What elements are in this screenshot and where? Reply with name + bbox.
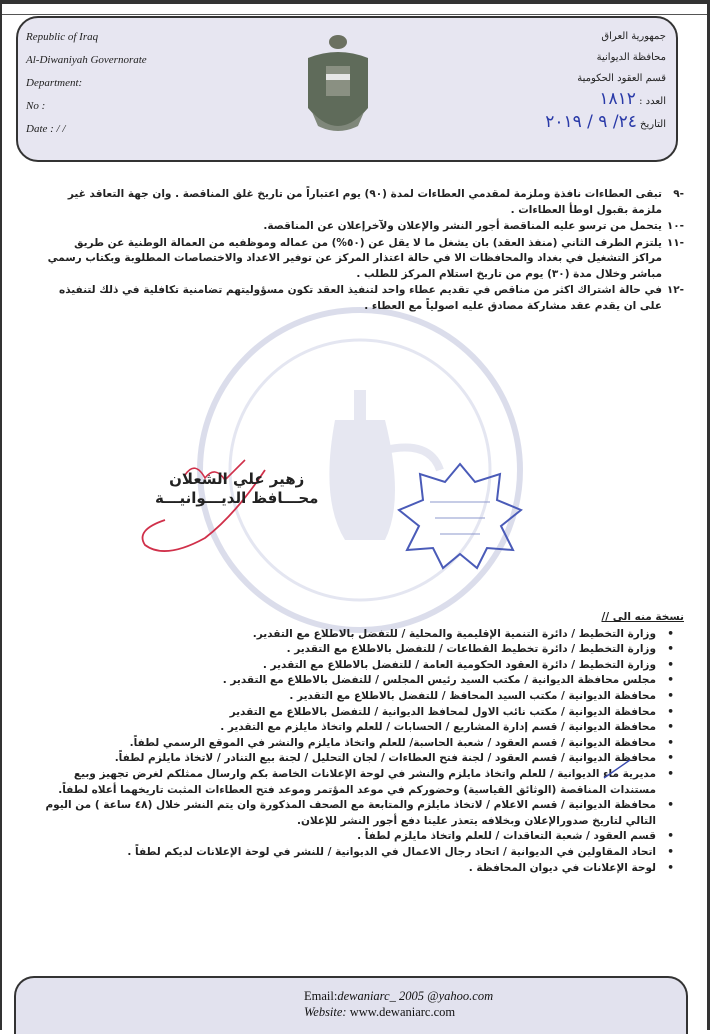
top-rule <box>2 14 707 15</box>
signatory-title: محـــافظ الديـــوانيـــة <box>155 489 319 507</box>
date-ar <box>545 112 666 135</box>
number-label: العدد : <box>639 96 666 107</box>
official-stamp-icon <box>395 460 525 570</box>
list-item: • اتحاد المقاولين في الديوانية / اتحاد رجال الاعمال في الديوانية / للنشر في لوحة الإعلانات لديكم لطفاً . <box>34 845 684 861</box>
date-value: ٢٤/ ٩ / ٢٠١٩ <box>545 112 637 132</box>
list-item: • وزارة التخطيط / دائرة العقود الحكومية العامة / للتفضل بالاطلاع مع التقدير . <box>34 658 684 674</box>
date-label: التاريخ <box>640 119 666 130</box>
list-item: • محافظة الديوانية / قسم الاعلام / لاتخاذ مايلزم والمتابعة مع الصحف المذكورة وان يتم النشر خلال (٤٨ ساعة ) من اليوم التالي لتاريخ صدورالإعلان وبخلافه يتعذر علينا دفع أجور النشر للإعلان. <box>34 798 684 829</box>
letterhead-arabic <box>545 26 666 135</box>
letterhead <box>16 16 678 162</box>
email-value[interactable]: dewaniarc_ 2005 @yahoo.com <box>337 989 494 1003</box>
list-item: • قسم العقود / شعبة التعاقدات / للعلم واتخاذ مايلزم لطفاً . <box>34 829 684 845</box>
contact-info <box>304 988 493 1020</box>
iraq-eagle-emblem-icon <box>298 28 378 138</box>
clause-11: -١١ يلتزم الطرف الثاني (منفذ العقد) بان يشغل ما لا يقل عن (٥٠%) من عماله وموظفيه من العمالة الوطنية عن طريق مراكز التشغيل في بغداد والمحافظات الا في حالة اعتذار المركز عن توفير الاعداد والاختصاصات المطلوبة وبكتاب رسمي مباشر وخلال مدة (٣٠) يوم من تاريخ استلام المركز للطلب . <box>47 236 684 280</box>
list-item: • لوحة الإعلانات في ديوان المحافظة . <box>34 861 684 877</box>
governorate-en: Al-Diwaniyah Governorate <box>26 54 147 66</box>
department-en: Department: <box>26 77 83 89</box>
list-item: • مجلس محافظة الديوانية / مكتب السيد رئيس المجلس / للتفضل بالاطلاع مع التقدير . <box>34 673 684 689</box>
signature-block <box>155 470 318 508</box>
list-item: • محافظة الديوانية / قسم إدارة المشاريع / الحسابات / للعلم واتخاذ مايلزم مع التقدير . <box>34 720 684 736</box>
country-en: Republic of Iraq <box>26 31 99 43</box>
website-label: Website: <box>304 1005 347 1019</box>
email-label: Email: <box>304 989 338 1003</box>
country-ar: جمهورية العراق <box>601 31 666 42</box>
list-item: • وزارة التخطيط / دائرة التنمية الإقليمية والمحلية / للتفضل بالاطلاع مع التقدير. <box>34 627 684 643</box>
governorate-ar: محافظة الديوانية <box>596 52 666 63</box>
list-item: • محافظة الديوانية / قسم العقود / لجنة فتح العطاءات / لجان التحليل / لجنة بيع التنادر / لاتخاذ مايلزم لطفاً. <box>34 751 684 767</box>
number-value: ١٨١٢ <box>599 89 636 109</box>
pen-tick-mark-icon <box>602 752 632 782</box>
copies-distribution <box>34 610 684 876</box>
website-value[interactable]: www.dewaniarc.com <box>349 1005 456 1019</box>
list-item: • محافظة الديوانية / مكتب السيد المحافظ / للتفضل بالاطلاع مع التقدير . <box>34 689 684 705</box>
website-line <box>304 1004 493 1020</box>
list-item: • محافظة الديوانية / مكتب نائب الاول لمحافظ الديوانية / للتفضل بالاطلاع مع التقدير <box>34 705 684 721</box>
copies-title: نسخة منه الى // <box>601 611 684 623</box>
list-item: • مديرية ماء الديوانية / للعلم واتخاذ مايلزم والنشر في لوحة الإعلانات الخاصة بكم وارسال ممثلكم لغرض تجهيز وبيع مستندات المناقصة (الوثائق القياسية) وحضوركم في موعد المؤتمر وموعد فتح العطاءات المثبت تاريخهما أعلاه لطفاً. <box>34 767 684 798</box>
email-line <box>304 988 493 1004</box>
letterhead-english <box>26 26 147 141</box>
number-en: No : <box>26 100 46 112</box>
tender-conditions <box>44 187 684 315</box>
clause-10: -١٠ يتحمل من ترسو عليه المناقصة أجور النشر والإعلان ولآخرإعلان عن المناقصة. <box>263 220 684 232</box>
list-item: • وزارة التخطيط / دائرة تخطيط القطاعات / للتفضل بالاطلاع مع التقدير . <box>34 642 684 658</box>
footer-contact <box>14 976 688 1034</box>
clause-9: -٩ تبقى العطاءات نافذة وملزمة لمقدمي العطاءات لمدة (٩٠) يوم اعتباراً من تاريخ غلق المناقصة . وان جهة التعاقد غير ملزمة بقبول اوطأ العطاءات . <box>67 188 684 216</box>
number-ar <box>545 89 666 112</box>
department-ar: قسم العقود الحكومية <box>577 73 666 84</box>
signatory-name: زهير علي الشعلان <box>169 470 305 488</box>
copies-list <box>34 627 684 877</box>
clause-12: -١٢ في حالة اشتراك اكثر من مناقص في تقديم عطاء واحد لتنفيذ العقد تكون مسؤوليتهم تضامنية تكافلية في ذلك لتنفيذه على ان يقدم عقد مشاركة مصادق عليه اصولياً مع العطاء . <box>59 284 684 312</box>
list-item: • محافظة الديوانية / قسم العقود / شعبة الحاسبة/ للعلم واتخاذ مايلزم والنشر في الموقع الرسمي لطفاً. <box>34 736 684 752</box>
date-en: Date : / / <box>26 123 66 135</box>
